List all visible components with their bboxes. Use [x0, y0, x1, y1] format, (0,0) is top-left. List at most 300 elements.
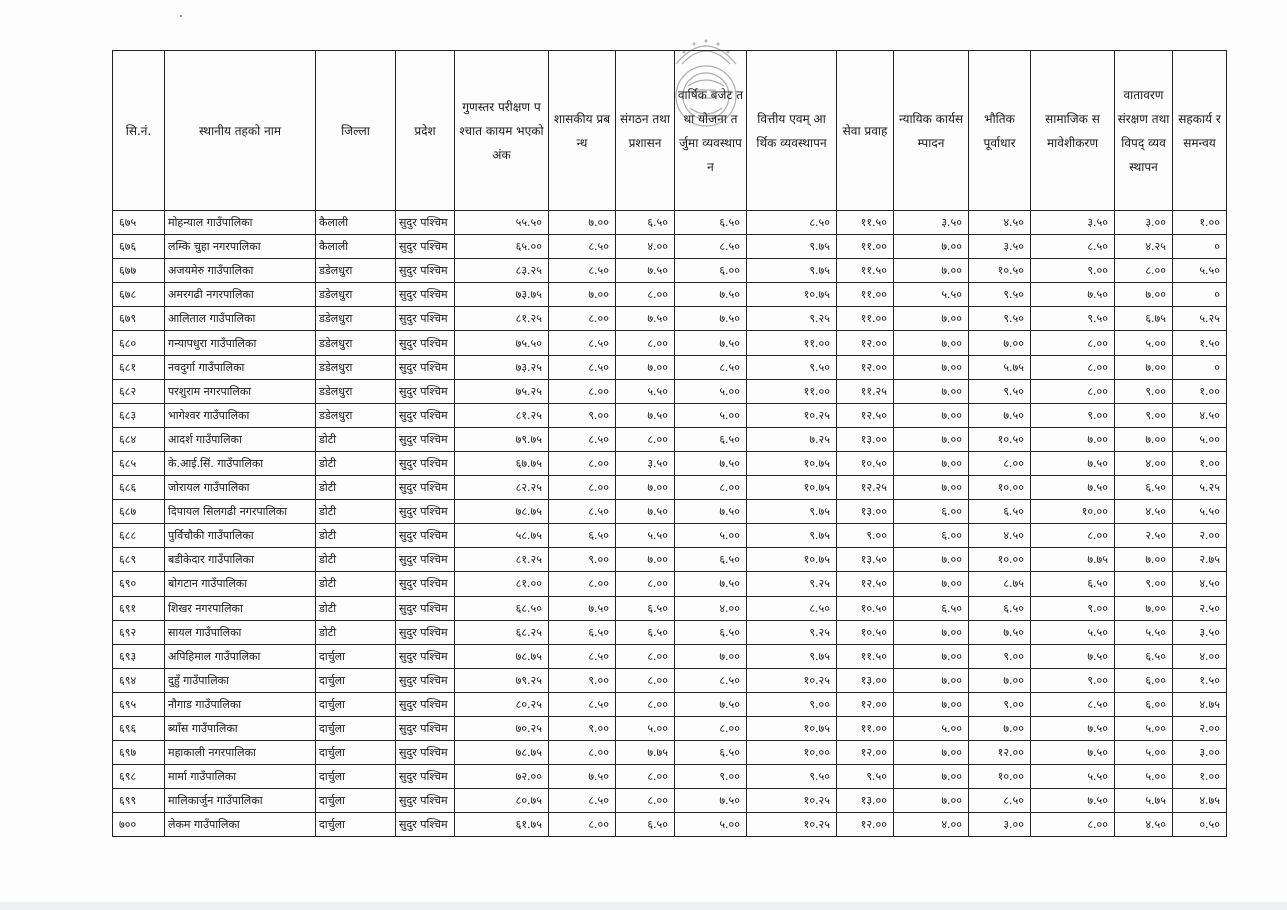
cell-value: ७.५०: [616, 403, 675, 427]
header-organization: संगठन तथा प्रशासन: [616, 51, 675, 211]
cell-value: ०: [1173, 235, 1227, 259]
cell-district: दार्चुला: [316, 741, 396, 765]
cell-province: सुदुर पश्चिम: [396, 789, 455, 813]
cell-value: १३.००: [837, 500, 894, 524]
cell-value: ७.५०: [675, 451, 747, 475]
cell-value: ४.५०: [1173, 572, 1227, 596]
cell-value: १.५०: [1173, 331, 1227, 355]
cell-value: ९.००: [969, 692, 1031, 716]
cell-score: ७८.७५: [455, 500, 549, 524]
cell-value: १०.५०: [969, 427, 1031, 451]
table-row: [113, 644, 1227, 668]
cell-sn: ६७९: [113, 307, 165, 331]
cell-value: ७.२५: [747, 427, 837, 451]
cell-district: डोटी: [316, 548, 396, 572]
cell-district: दार्चुला: [316, 789, 396, 813]
cell-value: ९.५०: [1031, 307, 1115, 331]
cell-value: ५.००: [1115, 741, 1173, 765]
cell-value: ८.००: [616, 572, 675, 596]
cell-value: ६.००: [1115, 692, 1173, 716]
cell-value: १२.००: [837, 692, 894, 716]
cell-value: ८.५०: [549, 427, 616, 451]
cell-sn: ६९८: [113, 765, 165, 789]
cell-score: ६८.५०: [455, 596, 549, 620]
cell-local-level-name: के.आई.सिं. गाउँपालिका: [165, 451, 316, 475]
cell-value: २.५०: [1115, 524, 1173, 548]
cell-value: ४.५०: [1115, 813, 1173, 837]
cell-score: ६१.७५: [455, 813, 549, 837]
cell-value: १२.५०: [837, 403, 894, 427]
cell-district: दार्चुला: [316, 813, 396, 837]
cell-value: ८.००: [1031, 355, 1115, 379]
cell-sn: ६८३: [113, 403, 165, 427]
cell-value: ८.५०: [675, 668, 747, 692]
cell-sn: ६८७: [113, 500, 165, 524]
cell-value: १.००: [1173, 765, 1227, 789]
cell-district: डोटी: [316, 500, 396, 524]
cell-value: ४.००: [1115, 451, 1173, 475]
cell-value: ५.५०: [616, 379, 675, 403]
cell-value: ३.५०: [969, 235, 1031, 259]
cell-province: सुदुर पश्चिम: [396, 644, 455, 668]
cell-value: १३.००: [837, 789, 894, 813]
cell-value: ९.००: [1031, 403, 1115, 427]
cell-value: ७.५०: [675, 283, 747, 307]
cell-score: ७५.५०: [455, 331, 549, 355]
cell-province: सुदुर पश्चिम: [396, 403, 455, 427]
cell-value: ८.००: [616, 789, 675, 813]
cell-value: १.००: [1173, 211, 1227, 235]
cell-value: ७.००: [616, 355, 675, 379]
table-row: [113, 476, 1227, 500]
cell-value: ८.००: [616, 331, 675, 355]
cell-value: ८.५०: [549, 259, 616, 283]
cell-value: ५.७५: [1115, 789, 1173, 813]
cell-value: ५.२५: [1173, 307, 1227, 331]
header-district: जिल्ला: [316, 51, 396, 211]
cell-value: ८.५०: [747, 596, 837, 620]
cell-value: ११.५०: [837, 259, 894, 283]
cell-value: ७.००: [894, 355, 969, 379]
cell-province: सुदुर पश्चिम: [396, 355, 455, 379]
table-row: [113, 789, 1227, 813]
cell-value: ७.५०: [1031, 716, 1115, 740]
cell-local-level-name: दुहुँ गाउँपालिका: [165, 668, 316, 692]
header-environment-disaster: वातावरण संरक्षण तथा विपद् व्यवस्थापन: [1115, 51, 1173, 211]
cell-local-level-name: जोरायल गाउँपालिका: [165, 476, 316, 500]
cell-value: ७.५०: [616, 307, 675, 331]
table-row: [113, 403, 1227, 427]
cell-value: ६.५०: [969, 596, 1031, 620]
cell-value: ८.५०: [549, 500, 616, 524]
table-row: [113, 259, 1227, 283]
cell-value: ७.७५: [1031, 548, 1115, 572]
cell-value: ९.७५: [747, 644, 837, 668]
cell-value: ८.००: [616, 765, 675, 789]
cell-value: २.७५: [1173, 548, 1227, 572]
cell-value: ८.००: [969, 451, 1031, 475]
cell-value: ९.७५: [747, 259, 837, 283]
cell-value: ८.५०: [675, 355, 747, 379]
cell-value: ४.००: [675, 596, 747, 620]
cell-value: ४.५०: [1173, 403, 1227, 427]
cell-district: डोटी: [316, 572, 396, 596]
cell-sn: ६९९: [113, 789, 165, 813]
cell-local-level-name: लम्कि चुहा नगरपालिका: [165, 235, 316, 259]
cell-value: ६.५०: [616, 620, 675, 644]
cell-score: ६८.२५: [455, 620, 549, 644]
table-row: [113, 524, 1227, 548]
cell-value: ६.५०: [675, 620, 747, 644]
cell-value: ३.५०: [1173, 620, 1227, 644]
scan-speck: [180, 15, 182, 17]
cell-value: ३.००: [969, 813, 1031, 837]
header-province: प्रदेश: [396, 51, 455, 211]
cell-value: ९.००: [549, 548, 616, 572]
cell-value: १२.५०: [837, 572, 894, 596]
cell-value: ७.००: [549, 283, 616, 307]
cell-value: ५.५०: [894, 283, 969, 307]
cell-sn: ७००: [113, 813, 165, 837]
cell-sn: ६९१: [113, 596, 165, 620]
cell-value: ३.५०: [1031, 211, 1115, 235]
cell-province: सुदुर पश्चिम: [396, 572, 455, 596]
cell-value: ९.५०: [747, 355, 837, 379]
cell-value: ७.००: [894, 451, 969, 475]
cell-score: ८१.२५: [455, 548, 549, 572]
cell-province: सुदुर पश्चिम: [396, 211, 455, 235]
cell-value: ७.५०: [1031, 451, 1115, 475]
cell-value: ९.००: [1115, 572, 1173, 596]
cell-local-level-name: मार्मा गाउँपालिका: [165, 765, 316, 789]
cell-value: ५.५०: [1173, 500, 1227, 524]
cell-value: ९.००: [969, 644, 1031, 668]
cell-value: ७.००: [894, 692, 969, 716]
cell-value: ३.५०: [894, 211, 969, 235]
cell-value: ८.५०: [549, 692, 616, 716]
cell-value: ११.००: [837, 235, 894, 259]
cell-province: सुदुर पश्चिम: [396, 596, 455, 620]
cell-sn: ६८०: [113, 331, 165, 355]
cell-value: ८.५०: [747, 211, 837, 235]
cell-district: दार्चुला: [316, 668, 396, 692]
cell-value: १२.२५: [837, 476, 894, 500]
cell-value: ६.५०: [1031, 572, 1115, 596]
cell-value: ७.५०: [616, 259, 675, 283]
cell-district: डडेलधुरा: [316, 355, 396, 379]
cell-value: ४.००: [894, 813, 969, 837]
cell-local-level-name: शिखर नगरपालिका: [165, 596, 316, 620]
cell-value: ७.००: [616, 476, 675, 500]
cell-local-level-name: बडीकेदार गाउँपालिका: [165, 548, 316, 572]
cell-value: ७.००: [894, 620, 969, 644]
cell-value: ८.५०: [675, 235, 747, 259]
cell-sn: ६९७: [113, 741, 165, 765]
cell-value: ८.००: [675, 476, 747, 500]
cell-value: ७.५०: [1031, 741, 1115, 765]
cell-value: ११.००: [747, 379, 837, 403]
cell-value: ५.५०: [1031, 765, 1115, 789]
cell-value: ६.५०: [1115, 476, 1173, 500]
cell-score: ५८.७५: [455, 524, 549, 548]
cell-value: ७.००: [969, 331, 1031, 355]
cell-value: १०.५०: [837, 620, 894, 644]
cell-value: १०.५०: [837, 596, 894, 620]
cell-value: १०.२५: [747, 403, 837, 427]
cell-district: डडेलधुरा: [316, 307, 396, 331]
cell-local-level-name: गन्यापधुरा गाउँपालिका: [165, 331, 316, 355]
cell-value: ६.५०: [616, 596, 675, 620]
cell-value: ५.००: [1115, 765, 1173, 789]
cell-local-level-name: आदर्श गाउँपालिका: [165, 427, 316, 451]
cell-value: ७.५०: [1031, 644, 1115, 668]
cell-value: ११.००: [837, 283, 894, 307]
cell-district: दार्चुला: [316, 692, 396, 716]
cell-value: ९.७५: [747, 235, 837, 259]
cell-value: ८.००: [1031, 379, 1115, 403]
cell-sn: ६८१: [113, 355, 165, 379]
cell-sn: ६८८: [113, 524, 165, 548]
cell-value: ५.५०: [1031, 620, 1115, 644]
results-table-container: [112, 50, 1227, 837]
cell-province: सुदुर पश्चिम: [396, 692, 455, 716]
cell-province: सुदुर पश्चिम: [396, 716, 455, 740]
cell-value: ७.००: [549, 211, 616, 235]
cell-value: ६.५०: [675, 427, 747, 451]
table-row: [113, 716, 1227, 740]
cell-score: ८१.२५: [455, 307, 549, 331]
cell-value: ७.००: [894, 548, 969, 572]
cell-value: १०.००: [1031, 500, 1115, 524]
cell-sn: ६९४: [113, 668, 165, 692]
table-row: [113, 572, 1227, 596]
cell-local-level-name: अपिहिमाल गाउँपालिका: [165, 644, 316, 668]
cell-sn: ६९२: [113, 620, 165, 644]
cell-value: ७.००: [894, 476, 969, 500]
cell-local-level-name: परशुराम नगरपालिका: [165, 379, 316, 403]
table-body: [113, 211, 1227, 837]
cell-value: ७.००: [969, 668, 1031, 692]
header-physical-infrastructure: भौतिक पूर्वाधार: [969, 51, 1031, 211]
cell-value: ८.००: [616, 692, 675, 716]
cell-value: ८.००: [549, 451, 616, 475]
cell-district: डोटी: [316, 476, 396, 500]
cell-value: १०.००: [969, 765, 1031, 789]
cell-district: डोटी: [316, 427, 396, 451]
header-social-inclusion: सामाजिक समावेशीकरण: [1031, 51, 1115, 211]
cell-value: १०.७५: [747, 548, 837, 572]
header-judicial-performance: न्यायिक कार्यसम्पादन: [894, 51, 969, 211]
cell-value: ७.५०: [675, 572, 747, 596]
table-row: [113, 813, 1227, 837]
cell-value: ५.५०: [1115, 620, 1173, 644]
cell-value: ५.००: [1173, 427, 1227, 451]
cell-value: ५.५०: [616, 524, 675, 548]
cell-value: ८.५०: [549, 235, 616, 259]
cell-district: दार्चुला: [316, 644, 396, 668]
cell-value: ४.५०: [1115, 500, 1173, 524]
cell-value: १२.००: [837, 813, 894, 837]
cell-province: सुदुर पश्चिम: [396, 813, 455, 837]
cell-value: ९.५०: [747, 765, 837, 789]
cell-value: ४.७५: [1173, 789, 1227, 813]
cell-sn: ६८५: [113, 451, 165, 475]
cell-value: ९.००: [1031, 668, 1115, 692]
cell-value: ६.५०: [969, 500, 1031, 524]
cell-sn: ६८२: [113, 379, 165, 403]
cell-value: ३.००: [1115, 211, 1173, 235]
cell-value: ८.००: [549, 307, 616, 331]
cell-value: ९.००: [837, 524, 894, 548]
cell-value: १०.००: [969, 476, 1031, 500]
cell-value: ६.००: [1115, 668, 1173, 692]
table-row: [113, 596, 1227, 620]
cell-local-level-name: नवदुर्गा गाउँपालिका: [165, 355, 316, 379]
cell-value: ७.००: [1115, 548, 1173, 572]
table-row: [113, 331, 1227, 355]
cell-value: ७.००: [675, 644, 747, 668]
cell-local-level-name: पुर्विचौकी गाउँपालिका: [165, 524, 316, 548]
cell-province: सुदुर पश्चिम: [396, 451, 455, 475]
cell-sn: ६७५: [113, 211, 165, 235]
cell-value: ७.५०: [675, 692, 747, 716]
cell-value: ५.५०: [1173, 259, 1227, 283]
header-governance: शासकीय प्रबन्ध: [549, 51, 616, 211]
cell-value: ९.००: [549, 668, 616, 692]
cell-value: ६.७५: [1115, 307, 1173, 331]
cell-district: कैलाली: [316, 211, 396, 235]
cell-value: ६.५०: [616, 211, 675, 235]
cell-value: ७.५०: [1031, 789, 1115, 813]
cell-value: ४.००: [616, 235, 675, 259]
cell-district: दार्चुला: [316, 765, 396, 789]
cell-value: ६.५०: [549, 620, 616, 644]
cell-score: ७२.००: [455, 765, 549, 789]
table-row: [113, 235, 1227, 259]
cell-value: ८.००: [616, 644, 675, 668]
cell-sn: ६७८: [113, 283, 165, 307]
table-row: [113, 620, 1227, 644]
cell-value: ७.००: [616, 548, 675, 572]
cell-value: ७.५०: [616, 500, 675, 524]
table-row: [113, 692, 1227, 716]
table-row: [113, 451, 1227, 475]
cell-province: सुदुर पश्चिम: [396, 331, 455, 355]
cell-value: ०: [1173, 283, 1227, 307]
cell-sn: ६९३: [113, 644, 165, 668]
table-row: [113, 427, 1227, 451]
cell-sn: ६८६: [113, 476, 165, 500]
cell-province: सुदुर पश्चिम: [396, 476, 455, 500]
cell-value: ७.५०: [549, 765, 616, 789]
cell-value: ७.००: [894, 668, 969, 692]
cell-value: ९.००: [1031, 596, 1115, 620]
cell-score: ७३.७५: [455, 283, 549, 307]
cell-value: ७.५०: [1031, 283, 1115, 307]
cell-value: ८.००: [549, 741, 616, 765]
cell-value: ७.००: [894, 307, 969, 331]
cell-value: ७.५०: [675, 331, 747, 355]
cell-value: ९.००: [549, 716, 616, 740]
cell-value: १२.००: [837, 331, 894, 355]
table-row: [113, 379, 1227, 403]
cell-value: ९.२५: [747, 620, 837, 644]
table-row: [113, 741, 1227, 765]
cell-value: ९.५०: [969, 283, 1031, 307]
cell-score: ७८.७५: [455, 741, 549, 765]
cell-province: सुदुर पश्चिम: [396, 500, 455, 524]
cell-local-level-name: दिपायल सिलगढी नगरपालिका: [165, 500, 316, 524]
header-local-level-name: स्थानीय तहको नाम: [165, 51, 316, 211]
page-bottom-edge: [0, 902, 1287, 910]
cell-value: १२.००: [969, 741, 1031, 765]
cell-district: डडेलधुरा: [316, 379, 396, 403]
cell-value: ९.५०: [837, 765, 894, 789]
cell-value: ७.००: [894, 259, 969, 283]
cell-value: ७.००: [894, 427, 969, 451]
cell-value: ७.००: [894, 403, 969, 427]
cell-district: डोटी: [316, 596, 396, 620]
cell-value: ८.००: [1031, 331, 1115, 355]
cell-district: डडेलधुरा: [316, 403, 396, 427]
cell-province: सुदुर पश्चिम: [396, 620, 455, 644]
cell-value: ४.५०: [969, 524, 1031, 548]
cell-value: ११.२५: [837, 379, 894, 403]
cell-value: ८.००: [1031, 524, 1115, 548]
cell-district: डडेलधुरा: [316, 331, 396, 355]
cell-value: ९.५०: [969, 307, 1031, 331]
cell-value: ६.५०: [675, 548, 747, 572]
cell-value: १०.७५: [747, 476, 837, 500]
cell-value: ११.५०: [837, 211, 894, 235]
cell-value: ३.००: [1173, 741, 1227, 765]
cell-local-level-name: महाकाली नगरपालिका: [165, 741, 316, 765]
cell-value: ९.५०: [969, 379, 1031, 403]
header-cooperation: सहकार्य र समन्वय: [1173, 51, 1227, 211]
cell-value: ७.००: [1115, 355, 1173, 379]
cell-district: डोटी: [316, 451, 396, 475]
cell-district: डडेलधुरा: [316, 259, 396, 283]
table-row: [113, 765, 1227, 789]
cell-value: ५.००: [1115, 716, 1173, 740]
cell-value: ५.००: [675, 379, 747, 403]
cell-value: ५.००: [675, 524, 747, 548]
header-service-delivery: सेवा प्रवाह: [837, 51, 894, 211]
cell-value: १०.००: [747, 741, 837, 765]
cell-local-level-name: मोहन्याल गाउँपालिका: [165, 211, 316, 235]
cell-score: ६५.००: [455, 235, 549, 259]
cell-value: ७.००: [894, 789, 969, 813]
cell-value: १०.५०: [837, 451, 894, 475]
cell-value: ४.२५: [1115, 235, 1173, 259]
cell-province: सुदुर पश्चिम: [396, 524, 455, 548]
cell-value: ६.५०: [549, 524, 616, 548]
cell-value: ५.००: [1115, 331, 1173, 355]
cell-value: ८.००: [549, 379, 616, 403]
cell-sn: ६९६: [113, 716, 165, 740]
cell-value: ६.००: [894, 500, 969, 524]
cell-local-level-name: आलिताल गाउँपालिका: [165, 307, 316, 331]
cell-value: ३.५०: [616, 451, 675, 475]
cell-value: ७.५०: [675, 307, 747, 331]
cell-value: ८.००: [549, 572, 616, 596]
cell-value: ११.००: [837, 307, 894, 331]
cell-local-level-name: भागेश्वर गाउँपालिका: [165, 403, 316, 427]
header-sn: सि.नं.: [113, 51, 165, 211]
cell-local-level-name: मालिकार्जुन गाउँपालिका: [165, 789, 316, 813]
cell-value: ०: [1173, 355, 1227, 379]
cell-province: सुदुर पश्चिम: [396, 259, 455, 283]
